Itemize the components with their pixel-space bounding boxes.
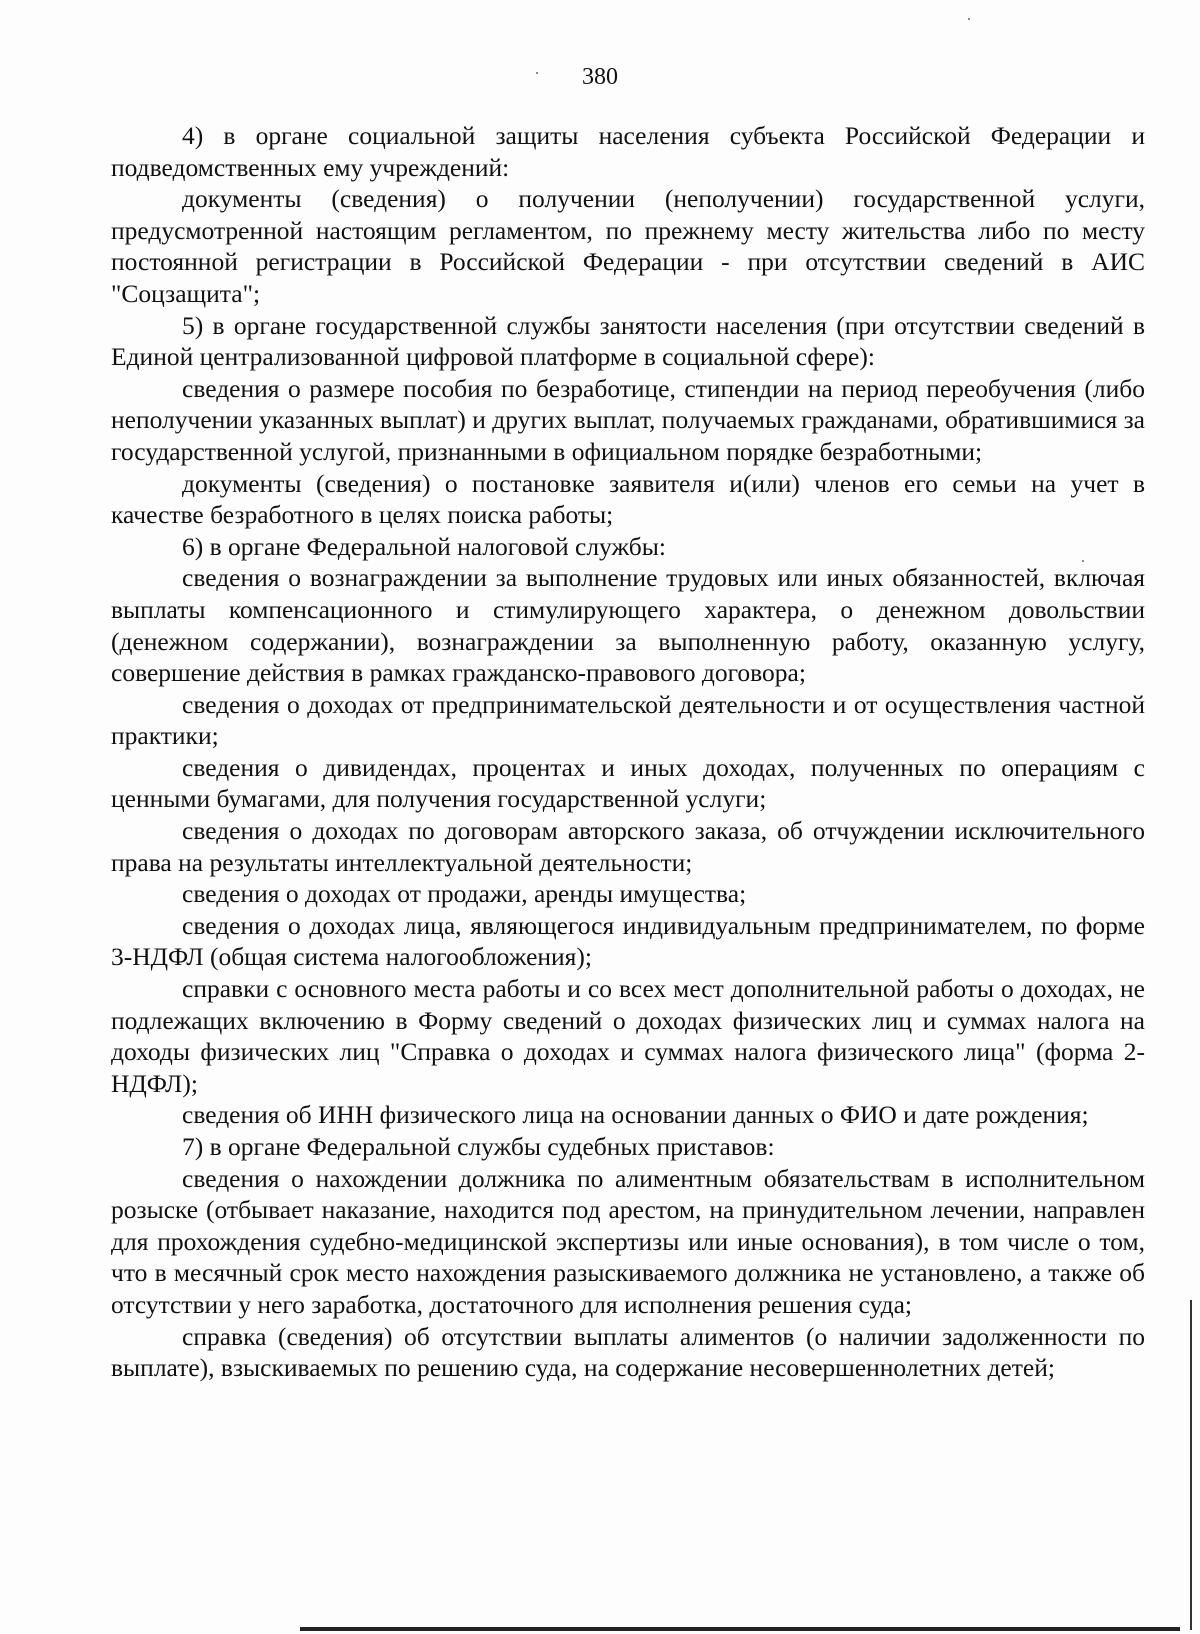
paragraph-6: 6) в органе Федеральной налоговой службы:: [182, 531, 666, 561]
scan-speck: [1082, 560, 1084, 562]
paragraph-15: 7) в органе Федеральной службы судебных приставов:: [182, 1132, 775, 1161]
scan-speck: [968, 18, 970, 20]
scan-edge-bottom: [300, 1627, 1180, 1631]
scan-edge-right: [1190, 1300, 1192, 1630]
paragraph-14: сведения об ИНН физического лица на основании данных о ФИО и дате рождения;: [182, 1100, 1089, 1130]
paragraph-5: документы (сведения) о постановке заявителя и(или) членов его семьи на учет в качестве безработного в целях поиска работы;: [111, 468, 1145, 530]
document-body: [111, 120, 1145, 1384]
paragraph-1: 4) в органе социальной защиты населения субъекта Российской Федерации и подведомственных ему учреждений:: [111, 121, 1145, 182]
paragraph-13: справки с основного места работы и со всех мест дополнительной работы о доходах, не подлежащих включению в Форму сведений о доходах физических лиц и суммах налога на доходы физических лиц "Справка о доходах и суммах налога физического лица" (форма 2-НДФЛ);: [111, 974, 1145, 1098]
paragraph-4: сведения о размере пособия по безработице, стипендии на период переобучения (либо неполучении указанных выплат) и других выплат, получаемых гражданами, обратившимися за государственной услугой, признанными в официальном порядке безработными;: [111, 373, 1145, 466]
paragraph-7: сведения о вознаграждении за выполнение трудовых или иных обязанностей, включая выплаты компенсационного и стимулирующего характера, о денежном довольствии (денежном содержании), вознаграждении за выполненную работу, оказанную услугу, совершение действия в рамках гражданско-правового договора;: [111, 563, 1145, 688]
paragraph-10: сведения о доходах по договорам авторского заказа, об отчуждении исключительного права на результаты интеллектуальной деятельности;: [111, 816, 1145, 877]
paragraph-3: 5) в органе государственной службы занятости населения (при отсутствии сведений в Единой централизованной цифровой платформе в социальной сфере):: [111, 310, 1145, 372]
page-number: 380: [582, 64, 618, 90]
scan-speck: [536, 72, 538, 74]
paragraph-9: сведения о дивидендах, процентах и иных доходах, полученных по операциям с ценными бумагами, для получения государственной услуги;: [111, 752, 1145, 814]
paragraph-11: сведения о доходах от продажи, аренды имущества;: [182, 879, 747, 909]
paragraph-12: сведения о доходах лица, являющегося индивидуальным предпринимателем, по форме 3-НДФЛ (общая система налогообложения);: [111, 910, 1145, 972]
paragraph-2: документы (сведения) о получении (неполучении) государственной услуги, предусмотренной настоящим регламентом, по прежнему месту жительства либо по месту постоянной регистрации в Российской Федерации - при отсутствии сведений в АИС "Соцзащита";: [111, 184, 1145, 308]
paragraph-17: справка (сведения) об отсутствии выплаты алиментов (о наличии задолженности по выплате), взыскиваемых по решению суда, на содержание несовершеннолетних детей;: [111, 1321, 1145, 1383]
paragraph-16: сведения о нахождении должника по алиментным обязательствам в исполнительном розыске (отбывает наказание, находится под арестом, на принудительном лечении, направлен для прохождения судебно-медицинской экспертизы или иные основания), в том числе о том, что в месячный срок место нахождения разыскиваемого должника не установлено, а также об отсутствии у него заработка, достаточного для исполнения решения суда;: [111, 1163, 1145, 1319]
paragraph-8: сведения о доходах от предпринимательской деятельности и от осуществления частной практики;: [111, 689, 1145, 751]
